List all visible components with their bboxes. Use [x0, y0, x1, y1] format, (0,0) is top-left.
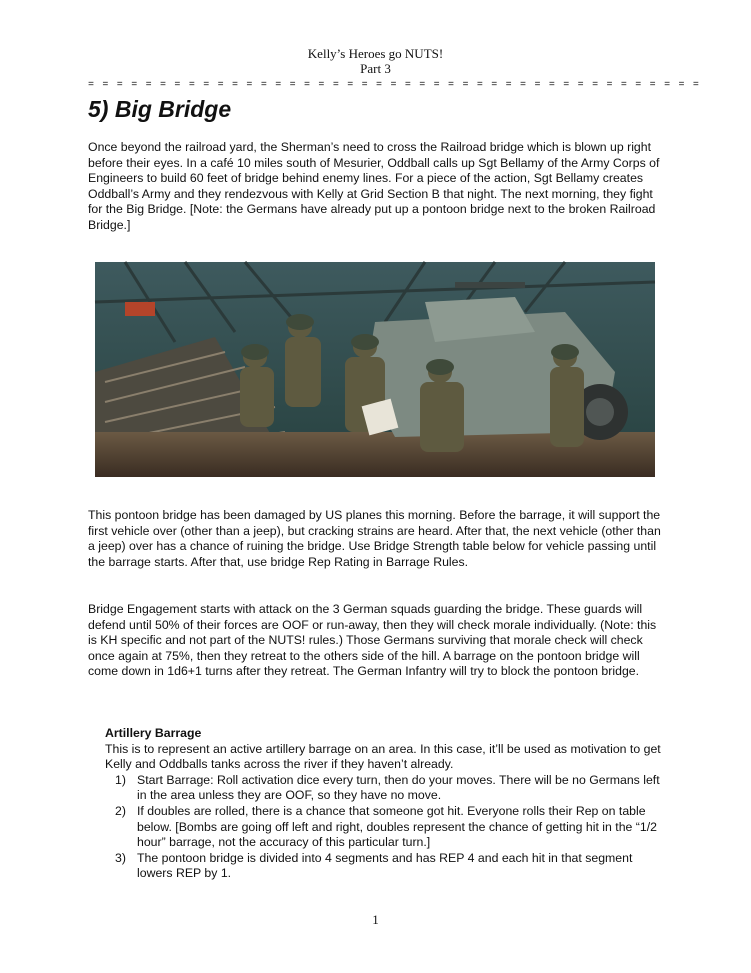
list-item [105, 804, 665, 851]
artillery-barrage-section [105, 726, 665, 882]
movie-still-photo [95, 262, 655, 477]
list-text: The pontoon bridge is divided into 4 segments and has REP 4 and each hit in that segment lowers REP by 1. [137, 850, 633, 881]
header-rule: = = = = = = = = = = = = = = = = = = = = = = = = = = = = = = = = = = = = = = = = = = = [88, 80, 701, 91]
list-number: 3) [115, 850, 126, 865]
list-item [105, 851, 665, 882]
pontoon-paragraph: This pontoon bridge has been damaged by US planes this morning. Before the barrage, it will support the first vehicle over (other than a jeep), but cracking strains are heard. After that, the next vehicle (other than a jeep) over has a chance of ruining the bridge. Use Bridge Strength table below for vehicle passing until the barrage starts. After that, use bridge Rep Rating in Barrage Rules. [88, 508, 661, 569]
engagement-paragraph: Bridge Engagement starts with attack on the 3 German squads guarding the bridge. These guards will defend until 50% of their forces are OOF or run-away, then they will check morale individually. (Note: this is KH specific and not part of the NUTS! rules.) Those Germans surviving that morale check will check once again at 75%, then they retreat to the others side of the hill. A barrage on the pontoon bridge will come down in 1d6+1 turns after they retreat. The German Infantry will try to block the pontoon bridge. [88, 602, 657, 679]
header-title: Kelly’s Heroes go NUTS! [307, 46, 444, 61]
page-header [0, 46, 751, 76]
list-text: Start Barrage: Roll activation dice every turn, then do your moves. There will be no Germans left in the area unless they are OOF, so they have no move. [137, 772, 660, 803]
list-number: 2) [115, 803, 126, 818]
section-title: 5) Big Bridge [88, 96, 232, 122]
intro-paragraph: Once beyond the railroad yard, the Sherman’s need to cross the Railroad bridge which is blown up right before their eyes. In a café 10 miles south of Mesurier, Oddball calls up Sgt Bellamy of the Army Corps of Engineers to build 60 feet of bridge behind enemy lines. For a piece of the action, Sgt Bellamy creates Oddball’s Army and they rendezvous with Kelly at Grid Section B that night. The next morning, they fight for the Big Bridge. [Note: the Germans have already put up a pontoon bridge next to the broken Railroad Bridge.] [88, 140, 660, 232]
artillery-rules-list [105, 773, 665, 882]
list-item [105, 773, 665, 804]
list-text: If doubles are rolled, there is a chance that someone got hit. Everyone rolls their Rep on table below. [Bombs are going off left and right, doubles represent the chance of getting hit in the “1/2 hour” barrage, not the accuracy of this particular turn.] [137, 803, 657, 850]
list-number: 1) [115, 772, 126, 787]
page-number: 1 [372, 912, 379, 927]
header-subtitle: Part 3 [360, 61, 391, 76]
artillery-heading: Artillery Barrage [105, 726, 202, 740]
artillery-intro: This is to represent an active artillery barrage on an area. In this case, it’ll be used as motivation to get Kelly and Oddballs tanks across the river if they haven’t already. [105, 741, 661, 772]
